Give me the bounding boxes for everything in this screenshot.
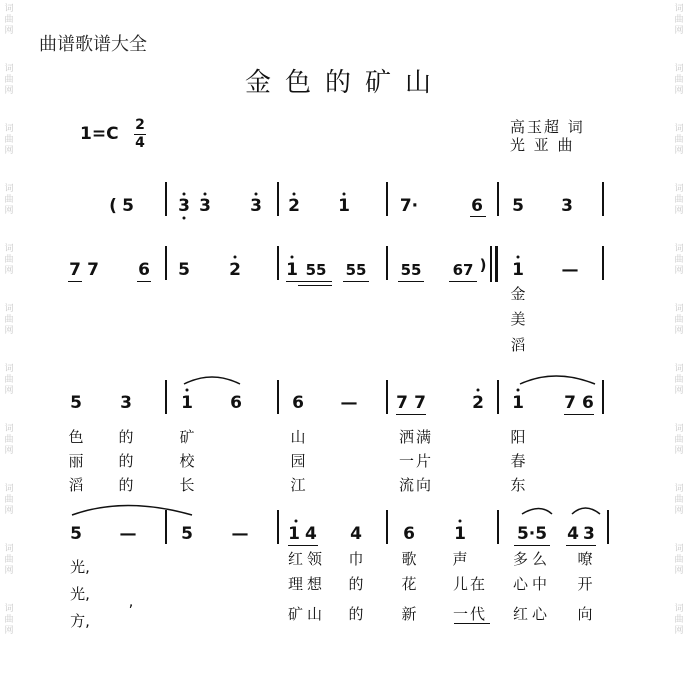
lyric: 的: [118, 452, 134, 470]
watermark-char: 网: [4, 566, 14, 576]
site-brand: 曲谱歌谱大全: [39, 34, 147, 55]
note: 7: [396, 393, 408, 413]
note: 5·5: [516, 524, 548, 544]
watermark-char: 网: [674, 446, 684, 456]
note: 7: [87, 260, 99, 280]
note: 55: [400, 261, 422, 279]
intro-paren: (: [109, 196, 117, 216]
watermark-char: 网: [4, 446, 14, 456]
lyric: 嘹: [577, 550, 593, 568]
note: 1: [512, 393, 524, 413]
note: 1: [338, 196, 350, 216]
lyric: 洒满: [398, 428, 434, 446]
watermark-char: 曲: [674, 195, 684, 205]
watermark-char: 词: [4, 544, 14, 554]
watermark-char: 词: [674, 244, 684, 254]
note: 6: [138, 260, 150, 280]
note: 2: [288, 196, 300, 216]
watermark-char: 词: [674, 64, 684, 74]
watermark-char: 曲: [674, 15, 684, 25]
slur: [522, 509, 552, 515]
lyric: 山: [290, 428, 306, 446]
note: 3: [120, 393, 132, 413]
lyric: 向: [577, 605, 593, 623]
lyric: 金: [510, 285, 526, 303]
note: 6: [230, 393, 242, 413]
lyric: 校: [179, 452, 195, 470]
watermark-char: 网: [4, 386, 14, 396]
watermark-char: 词: [674, 304, 684, 314]
note: 6: [403, 524, 415, 544]
watermark-char: 词: [4, 244, 14, 254]
note-dash: —: [231, 524, 249, 544]
lyric: 一代: [452, 605, 488, 623]
watermark-char: 网: [674, 626, 684, 636]
note: 3: [178, 196, 190, 216]
lyric: 花: [401, 575, 417, 593]
lyric: 春: [510, 452, 526, 470]
note: 7: [414, 393, 426, 413]
lyric: 的: [118, 428, 134, 446]
watermark-char: 网: [4, 266, 14, 276]
lyric: 滔: [68, 476, 84, 494]
lyric: 流向: [398, 476, 434, 494]
note: 5: [122, 196, 134, 216]
composer-credit: 光 亚 曲: [510, 136, 575, 154]
lyric: 红心: [512, 605, 552, 623]
lyric: 一片: [398, 452, 434, 470]
watermark-char: 词: [4, 184, 14, 194]
note-dash: —: [119, 524, 137, 544]
watermark-char: 网: [674, 206, 684, 216]
note: 7·: [399, 196, 419, 216]
watermark-char: 网: [674, 326, 684, 336]
watermark-char: 曲: [4, 495, 14, 505]
song-title: 金色的矿山: [244, 68, 445, 98]
lyric: 滔: [510, 336, 526, 354]
watermark-char: 网: [4, 326, 14, 336]
watermark-char: 曲: [674, 555, 684, 565]
slur: [72, 506, 192, 516]
note: 4: [350, 524, 362, 544]
note: 5: [178, 260, 190, 280]
lyric: 矿山: [287, 605, 327, 623]
watermark-char: 网: [674, 26, 684, 36]
watermark-char: 网: [4, 206, 14, 216]
note-dash: —: [340, 393, 358, 413]
lyric: 江: [290, 476, 306, 494]
lyric: 光,: [70, 585, 90, 603]
lyric: 新: [401, 605, 417, 623]
note: 5: [70, 393, 82, 413]
watermark-char: 词: [674, 364, 684, 374]
watermark-char: 曲: [674, 75, 684, 85]
note: 3: [561, 196, 573, 216]
watermark-char: 网: [4, 86, 14, 96]
watermark-char: 网: [674, 86, 684, 96]
watermark-char: 词: [4, 64, 14, 74]
note: 1: [286, 260, 298, 280]
watermark-char: 曲: [674, 135, 684, 145]
watermark-char: 曲: [4, 75, 14, 85]
watermark-char: 词: [4, 484, 14, 494]
watermark-char: 词: [674, 124, 684, 134]
watermark-char: 曲: [4, 135, 14, 145]
lyric: 歌: [401, 550, 417, 568]
watermark-char: 网: [674, 146, 684, 156]
lyric: 的: [348, 575, 364, 593]
note: 1: [512, 260, 524, 280]
lyric: 色: [68, 428, 84, 446]
lyric: 多么: [512, 550, 552, 568]
lyric: 矿: [179, 428, 195, 446]
lyric: 红领: [287, 550, 327, 568]
watermark-char: 曲: [4, 555, 14, 565]
lyric: 巾: [348, 550, 364, 568]
meter-top: 2: [135, 117, 145, 133]
watermark-char: 词: [4, 4, 14, 14]
slur: [184, 377, 240, 384]
note: 7: [69, 260, 81, 280]
watermark-char: 曲: [4, 315, 14, 325]
note: 1: [181, 393, 193, 413]
lyric: 声: [452, 550, 468, 568]
meter-bottom: 4: [135, 135, 145, 151]
lyric: 儿在: [452, 575, 488, 593]
slur: [572, 508, 600, 514]
watermark-char: 曲: [674, 495, 684, 505]
note: 55: [345, 261, 367, 279]
watermark-char: 曲: [674, 435, 684, 445]
watermark-char: 词: [4, 364, 14, 374]
watermark-char: 网: [674, 386, 684, 396]
watermark-char: 网: [674, 566, 684, 576]
note: 43: [567, 524, 599, 544]
watermark-char: 曲: [4, 195, 14, 205]
watermark-char: 词: [4, 604, 14, 614]
lyric: 东: [510, 476, 526, 494]
lyric: 长: [179, 476, 195, 494]
lyric: 方,: [70, 612, 90, 630]
watermark-char: 词: [674, 424, 684, 434]
watermark-char: 曲: [4, 375, 14, 385]
note: 3: [250, 196, 262, 216]
note: 5: [70, 524, 82, 544]
lyric: 开: [577, 575, 593, 593]
note: 2: [229, 260, 241, 280]
watermark-char: 网: [4, 626, 14, 636]
watermark-char: 曲: [4, 15, 14, 25]
lyric: 理想: [287, 575, 327, 593]
watermark-char: 曲: [4, 255, 14, 265]
lyric: 园: [290, 452, 306, 470]
note-dash: —: [561, 260, 579, 280]
watermark-char: 曲: [4, 615, 14, 625]
lyric: 美: [510, 310, 526, 328]
lyric: 的: [348, 605, 364, 623]
note: 6: [471, 196, 483, 216]
note: 55: [305, 261, 327, 279]
note: 14: [288, 524, 322, 544]
lyric: 光,: [70, 558, 90, 576]
note: 6: [292, 393, 304, 413]
watermark-char: 曲: [674, 615, 684, 625]
watermark-char: 曲: [674, 315, 684, 325]
lyric: 心中: [512, 575, 552, 593]
comma-mark: ,: [128, 592, 134, 610]
lyric: 阳: [510, 428, 526, 446]
watermark-char: 网: [4, 146, 14, 156]
lyricist-credit: 高玉超 词: [510, 118, 585, 136]
paren-close: ): [479, 256, 487, 274]
watermark-char: 词: [674, 484, 684, 494]
note: 76: [564, 393, 600, 413]
note: 2: [472, 393, 484, 413]
note: 5: [512, 196, 524, 216]
note: 67: [452, 261, 474, 279]
note: 3: [199, 196, 211, 216]
watermark-char: 词: [674, 544, 684, 554]
watermark-char: 词: [674, 4, 684, 14]
watermark-char: 网: [674, 506, 684, 516]
note: 1: [454, 524, 466, 544]
key-signature: 1=C: [80, 124, 119, 144]
lyric: 丽: [68, 452, 84, 470]
note: 5: [181, 524, 193, 544]
watermark-char: 网: [4, 26, 14, 36]
watermark-char: 词: [4, 124, 14, 134]
watermark-char: 词: [674, 604, 684, 614]
watermark-char: 词: [674, 184, 684, 194]
watermark-char: 网: [674, 266, 684, 276]
watermark-char: 曲: [4, 435, 14, 445]
watermark-char: 曲: [674, 255, 684, 265]
watermark-char: 词: [4, 304, 14, 314]
watermark-char: 曲: [674, 375, 684, 385]
watermark-char: 词: [4, 424, 14, 434]
watermark-char: 网: [4, 506, 14, 516]
slur: [520, 376, 595, 384]
lyric: 的: [118, 476, 134, 494]
